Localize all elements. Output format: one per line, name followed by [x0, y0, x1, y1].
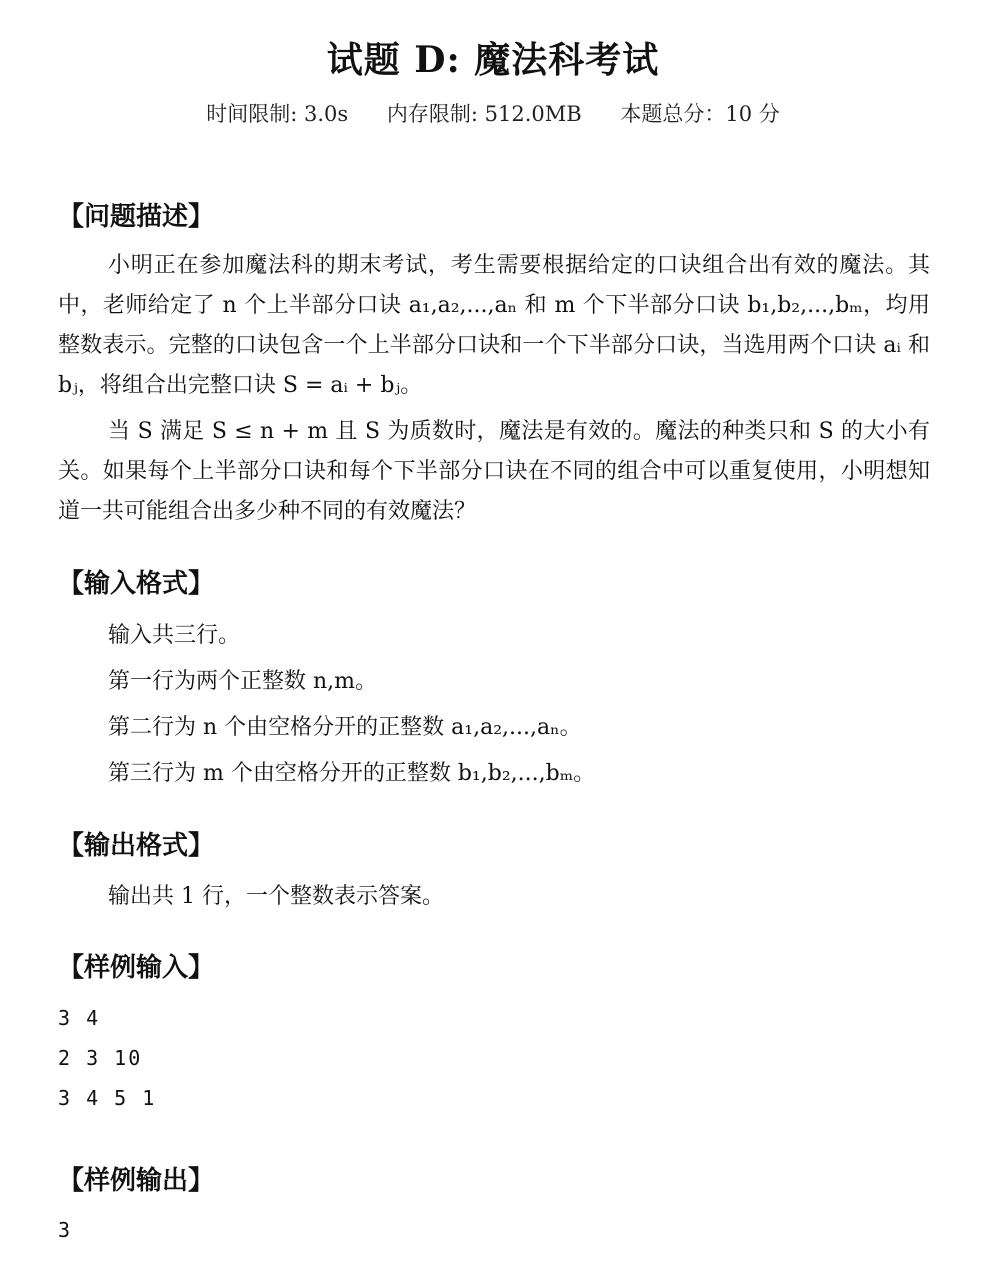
section-heading-sample-input: 【样例输入】 [58, 953, 215, 983]
memory-limit: 内存限制: 512.0MB [386, 102, 582, 126]
section-heading-problem: 【问题描述】 [58, 202, 215, 232]
problem-title: 试题 D: 魔法科考试 [326, 39, 660, 81]
sample-output-line-1: 3 [58, 1218, 73, 1242]
input-line-4: 第三行为 m 个由空格分开的正整数 b₁,b₂,...,bₘ。 [108, 761, 596, 786]
sample-input-line-1: 3 4 [58, 1006, 101, 1030]
sample-input-line-3: 3 4 5 1 [58, 1086, 157, 1110]
problem-meta [0, 98, 986, 128]
sample-input-line-2: 2 3 10 [58, 1046, 143, 1070]
problem-paragraph-2: 当 S 满足 S ≤ n + m 且 S 为质数时，魔法是有效的。魔法的种类只和 S 的大小有关。如果每个上半部分口诀和每个下半部分口诀在不同的组合中可以重复使用，小明想知道一共可能组合出多少种不同的有效魔法？ [58, 419, 930, 524]
problem-paragraph-1: 小明正在参加魔法科的期末考试，考生需要根据给定的口诀组合出有效的魔法。其中，老师给定了 n 个上半部分口诀 a₁,a₂,...,aₙ 和 m 个下半部分口诀 b₁,b₂,...,bₘ，均用整数表示。完整的口诀包含一个上半部分口诀和一个下半部分口诀，当选用两个口诀 aᵢ 和 bⱼ，将组合出完整口诀 S = aᵢ + bⱼ。 [58, 253, 930, 398]
input-line-2: 第一行为两个正整数 n,m。 [108, 669, 378, 694]
section-heading-output: 【输出格式】 [58, 831, 215, 861]
input-line-1: 输入共三行。 [108, 623, 241, 648]
total-score: 本题总分：10 分 [620, 102, 780, 126]
output-line-1: 输出共 1 行，一个整数表示答案。 [108, 884, 444, 909]
problem-description [58, 246, 930, 532]
input-line-3: 第二行为 n 个由空格分开的正整数 a₁,a₂,...,aₙ。 [108, 715, 582, 740]
section-heading-input: 【输入格式】 [58, 569, 215, 599]
section-heading-sample-output: 【样例输出】 [58, 1166, 215, 1196]
time-limit: 时间限制: 3.0s [206, 102, 349, 126]
